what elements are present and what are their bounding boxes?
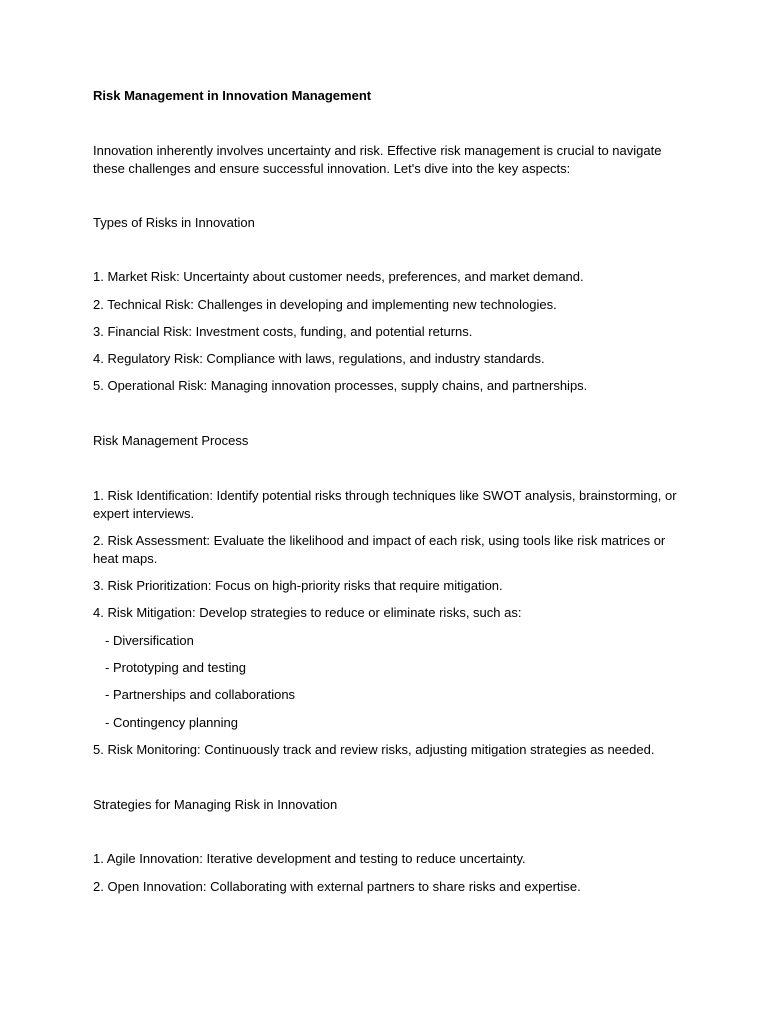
strategies-heading: Strategies for Managing Risk in Innovation [93,797,338,812]
list-item: 3. Risk Prioritization: Focus on high-priority risks that require mitigation. [93,578,503,593]
list-item: 1. Risk Identification: Identify potential risks through techniques like SWOT analysis, brainstorming, or expert interviews. [93,488,677,521]
intro-paragraph: Innovation inherently involves uncertainty and risk. Effective risk management is crucial to navigate these challenges and ensure successful innovation. Let's dive into the key aspects: [93,143,662,176]
document-title: Risk Management in Innovation Management [93,88,372,103]
list-item: - Contingency planning [105,715,238,730]
list-item: 2. Open Innovation: Collaborating with external partners to share risks and expertise. [93,879,581,894]
list-item: 1. Agile Innovation: Iterative development and testing to reduce uncertainty. [93,851,526,866]
list-item: 2. Technical Risk: Challenges in developing and implementing new technologies. [93,297,557,312]
types-heading: Types of Risks in Innovation [93,215,255,230]
list-item: 2. Risk Assessment: Evaluate the likelihood and impact of each risk, using tools like risk matrices or heat maps. [93,533,666,566]
list-item: 1. Market Risk: Uncertainty about customer needs, preferences, and market demand. [93,269,584,284]
list-item: - Partnerships and collaborations [105,687,296,702]
list-item: - Diversification [105,633,194,648]
list-item: 4. Risk Mitigation: Develop strategies to reduce or eliminate risks, such as: [93,605,522,620]
list-item: - Prototyping and testing [105,660,246,675]
list-item: 5. Operational Risk: Managing innovation processes, supply chains, and partnerships. [93,378,588,393]
process-heading: Risk Management Process [93,433,249,448]
list-item: 5. Risk Monitoring: Continuously track and review risks, adjusting mitigation strategies as needed. [93,742,655,757]
list-item: 4. Regulatory Risk: Compliance with laws, regulations, and industry standards. [93,351,545,366]
list-item: 3. Financial Risk: Investment costs, funding, and potential returns. [93,324,473,339]
